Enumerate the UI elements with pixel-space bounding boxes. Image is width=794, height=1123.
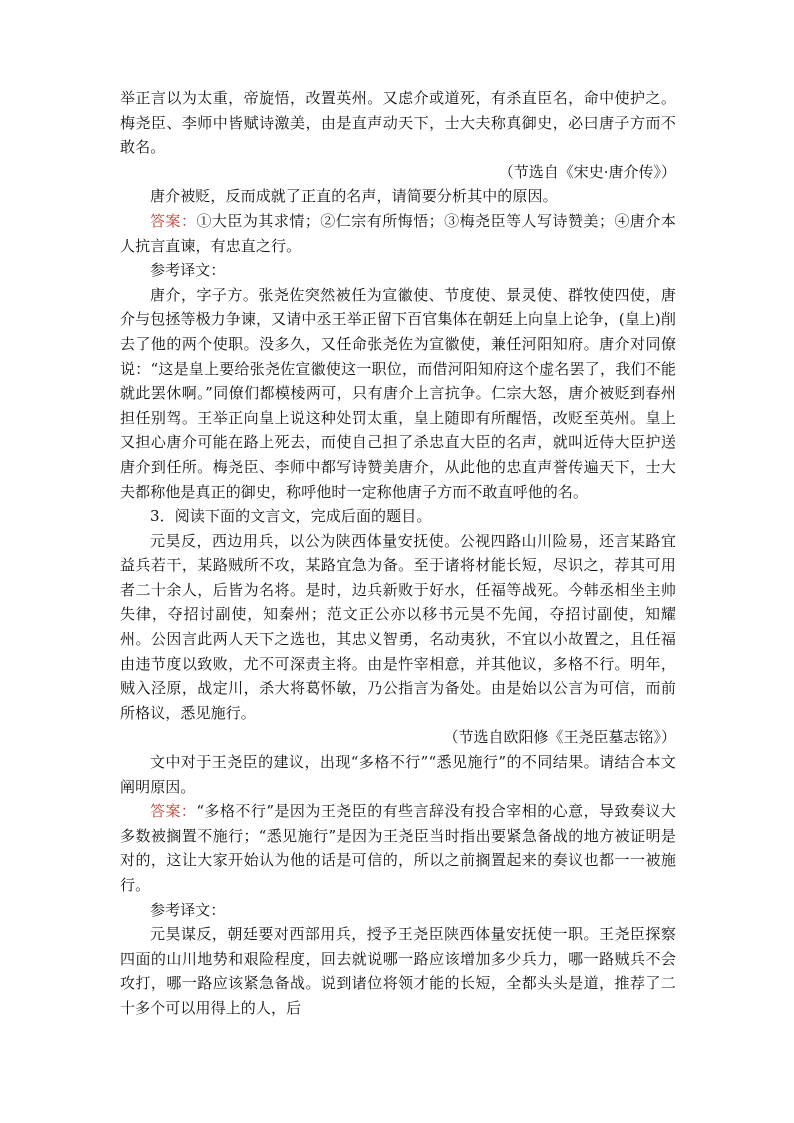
q3-ref-label: 参考译文： <box>150 900 226 919</box>
q3-question: 文中对于王尧臣的建议，出现“多格不行”“悉见施行”的不同结果。请结合本文阐明原因。 <box>120 753 676 796</box>
q3-heading: 3．阅读下面的文言文，完成后面的题目。 <box>150 507 432 526</box>
intro-source: （节选自《宋史·唐介传》） <box>498 162 676 181</box>
q3-answer-label: 答案： <box>150 802 197 821</box>
q2-question: 唐介被贬，反而成就了正直的名声，请简要分析其中的原因。 <box>150 187 558 206</box>
q3-translation: 元昊谋反，朝廷要对西部用兵，授予王尧臣陕西体量安抚使一职。王尧臣探察四面的山川地势和艰险程度，回去就说哪一路应该增加多少兵力，哪一路贼兵不会攻打，哪一路应该紧急备战。说到诸位将领才能的长短，全都头头是道，推荐了二十多个可以用得上的人，后 <box>120 925 676 1017</box>
q3-answer <box>120 799 676 897</box>
q2-answer <box>120 209 676 258</box>
q2-answer-text: ①大臣为其求情；②仁宗有所悔悟；③梅尧臣等人写诗赞美；④唐介本人抗言直谏，有忠直之行。 <box>120 211 676 255</box>
intro-passage: 举正言以为太重，帝旋悟，改置英州。又虑介或道死，有杀直臣名，命中使护之。梅尧臣、李师中皆赋诗激美，由是直声动天下，士大夫称真御史，必曰唐子方而不敢名。 <box>120 89 676 157</box>
q2-translation: 唐介，字子方。张尧佐突然被任为宣徽使、节度使、景灵使、群牧使四使，唐介与包拯等极力争谏，又请中丞王举正留下百官集体在朝廷上向皇上论争，(皇上)削去了他的两个使职。没多久，又任命张尧佐为宣徽使，兼任河阳知府。唐介对同僚说：“这是皇上要给张尧佐宣徽使这一职位，而借河阳知府这个虚名罢了，我们不能就此罢休啊。”同僚们都模棱两可，只有唐介上言抗争。仁宗大怒，唐介被贬到春州担任别驾。王举正向皇上说这种处罚太重，皇上随即有所醒悟，改贬至英州。皇上又担心唐介可能在路上死去，而使自己担了杀忠直大臣的名声，就叫近侍大臣护送唐介到任所。梅尧臣、李师中都写诗赞美唐介，从此他的忠直声誉传遍天下，士大夫都称他是真正的御史，称呼他时一定称他唐子方而不敢直呼他的名。 <box>120 285 676 501</box>
q2-ref-label: 参考译文： <box>150 261 226 280</box>
q3-answer-text: “多格不行”是因为王尧臣的有些言辞没有投合宰相的心意，导致奏议大多数被搁置不施行；“悉见施行”是因为王尧臣当时指出要紧急备战的地方被证明是对的，这让大家开始认为他的话是可信的，所以之前搁置起来的奏议也都一一被施行。 <box>120 802 676 894</box>
q2-answer-label: 答案： <box>150 211 197 230</box>
q3-source: （节选自欧阳修《王尧臣墓志铭》） <box>443 728 676 747</box>
document-page <box>120 86 676 1021</box>
q3-passage: 元昊反，西边用兵，以公为陕西体量安抚使。公视四路山川险易，还言某路宜益兵若干，某路贼所不攻，某路宜急为备。至于诸将材能长短，尽识之，荐其可用者二十余人，后皆为名将。是时，边兵新败于好水，任福等战死。今韩丞相坐主帅失律，夺招讨副使，知秦州；范文正公亦以移书元昊不先闻，夺招讨副使，知耀州。公因言此两人天下之选也，其忠义智勇，名动夷狄，不宜以小故置之，且任福由违节度以致败，尤不可深责主将。由是忤宰相意，并其他议，多格不行。明年，贼入泾原，战定川，杀大将葛怀敏，乃公指言为备处。由是始以公言为可信，而前所格议，悉见施行。 <box>120 531 676 722</box>
